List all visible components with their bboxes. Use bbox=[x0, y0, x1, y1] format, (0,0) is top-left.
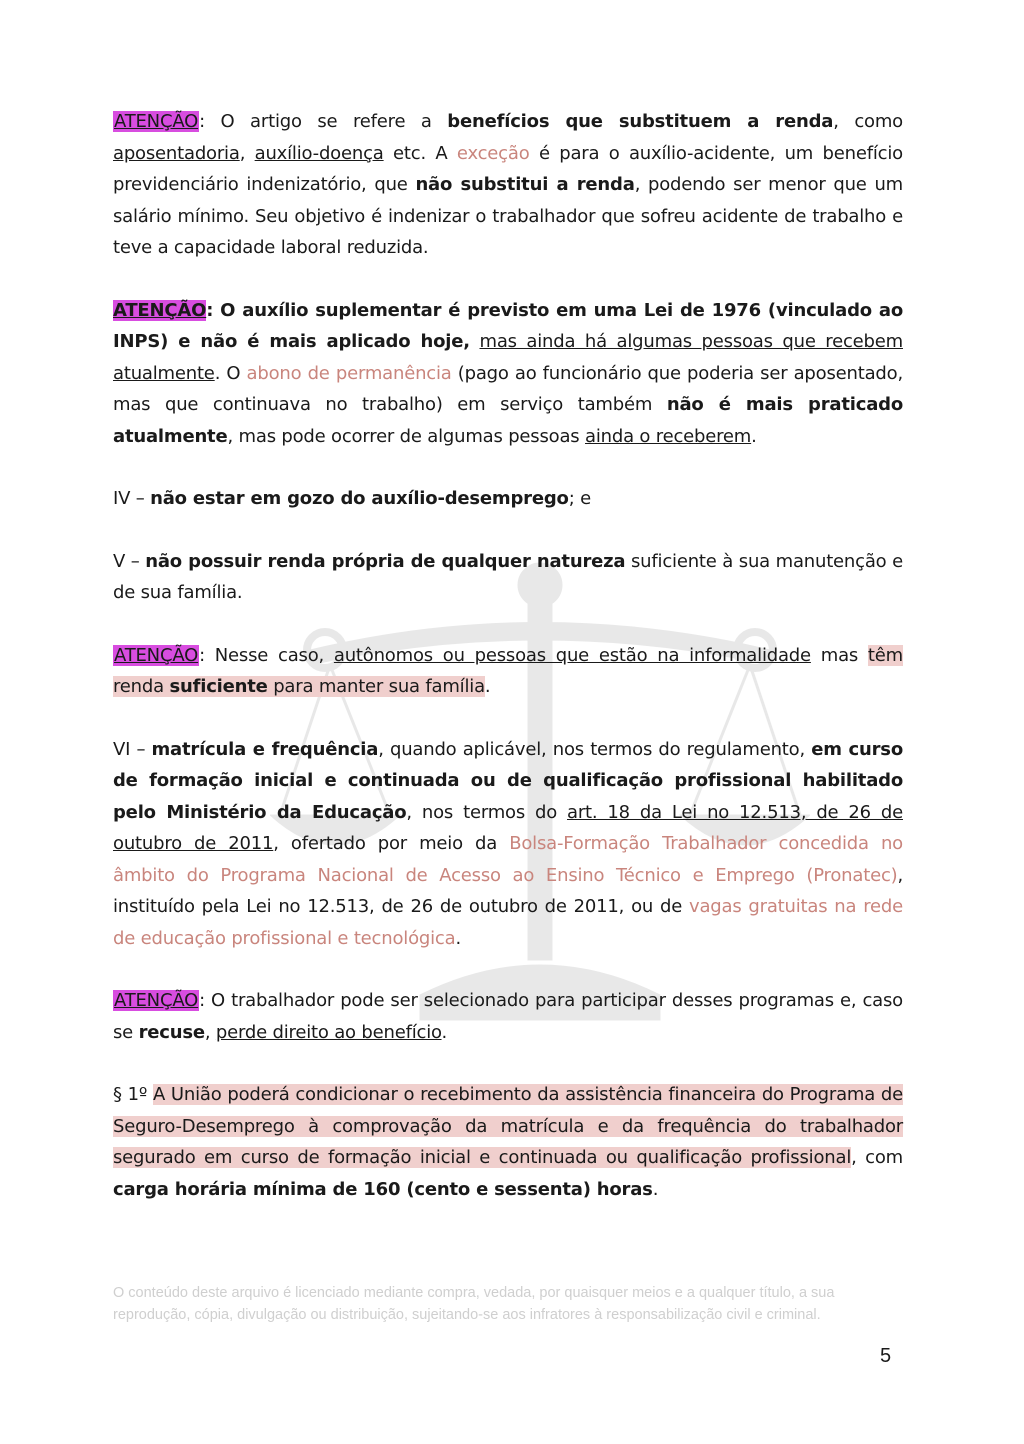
text: é para o auxílio-acidente, um benefício previdenciário indenizatório, que bbox=[113, 142, 903, 195]
text: . bbox=[751, 425, 757, 447]
text: : O artigo se refere a bbox=[199, 111, 448, 132]
text: : O trabalhador pode ser selecionado para participar desses programas e, caso se bbox=[113, 990, 903, 1043]
bold-text: recuse bbox=[138, 1021, 205, 1043]
text: : Nesse caso, bbox=[199, 644, 334, 666]
attention-tag: ATENÇÃO bbox=[114, 111, 199, 132]
text: . bbox=[484, 676, 491, 697]
bold-text: não estar em gozo do auxílio-desemprego bbox=[150, 488, 569, 509]
rose-text: vagas gratuitas na rede de educação profissional e tecnológica bbox=[113, 896, 904, 949]
attention-paragraph-4 bbox=[113, 985, 903, 1048]
text: , com bbox=[851, 1147, 903, 1168]
attention-tag: ATENÇÃO bbox=[113, 299, 207, 321]
underlined-text: auxílio-doença bbox=[254, 142, 384, 164]
bold-text: não é mais praticado atualmente bbox=[113, 394, 903, 447]
text: , podendo ser menor que um salário mínimo. Seu objetivo é indenizar o trabalhador que sofreu acidente de trabalho e teve a capacidade laboral reduzida. bbox=[113, 174, 903, 258]
text: . bbox=[441, 1021, 448, 1043]
rose-text: abono de permanência bbox=[246, 362, 452, 384]
bold-text: em curso de formação inicial e continuada ou de qualificação profissional habilitado pelo Ministério da Educação bbox=[113, 738, 903, 823]
rose-text: exceção bbox=[456, 142, 530, 164]
item-number: VI – bbox=[113, 738, 152, 760]
highlighted-text: para manter sua família bbox=[267, 676, 485, 697]
bold-text: : O auxílio suplementar é previsto em uma Lei de 1976 (vinculado ao INPS) e não é mais aplicado hoje, bbox=[113, 299, 903, 352]
text: etc. A bbox=[383, 142, 457, 164]
underlined-text: ainda o receberem bbox=[585, 425, 752, 447]
text: , bbox=[239, 142, 255, 164]
item-vi bbox=[113, 734, 903, 955]
underlined-text: art. 18 da Lei no 12.513, de 26 de outubro de 2011 bbox=[113, 801, 903, 854]
section-symbol: § 1º bbox=[113, 1084, 153, 1105]
text: . bbox=[455, 927, 461, 949]
bold-text: não possuir renda própria de qualquer natureza bbox=[145, 550, 626, 572]
text: ; e bbox=[568, 488, 591, 509]
document-body bbox=[113, 106, 903, 1236]
bold-text: não substitui a renda bbox=[415, 174, 635, 195]
highlighted-text: A União poderá condicionar o recebimento da assistência financeira do Programa de Seguro-Desemprego à comprovação da matrícula e da frequência do trabalhador segurado em curso de formação inicial e continuada ou qualificação profissional bbox=[113, 1084, 903, 1168]
text: suficiente à sua manutenção e de sua família. bbox=[113, 550, 904, 603]
text: , quando aplicável, nos termos do regulamento, bbox=[378, 738, 812, 760]
item-number: IV – bbox=[113, 488, 151, 509]
text: , mas pode ocorrer de algumas pessoas bbox=[227, 425, 586, 447]
attention-tag: ATENÇÃO bbox=[114, 990, 199, 1011]
page-number: 5 bbox=[880, 1345, 892, 1367]
text: , ofertado por meio da bbox=[273, 833, 510, 854]
highlighted-bold-text: suficiente bbox=[169, 676, 268, 697]
text: (pago ao funcionário que poderia ser aposentado, mas que continuava no trabalho) em serviço também bbox=[113, 362, 903, 415]
item-iv bbox=[113, 483, 903, 515]
bold-text: matrícula e frequência bbox=[151, 738, 379, 760]
rose-text: Bolsa-Formação Trabalhador concedida no âmbito do Programa Nacional de Acesso ao Ensino Técnico e Emprego (Pronatec) bbox=[113, 833, 903, 886]
text: , nos termos do bbox=[406, 801, 568, 823]
underlined-text: aposentadoria bbox=[113, 142, 240, 164]
attention-paragraph-2 bbox=[113, 295, 903, 453]
item-number: V – bbox=[113, 550, 146, 572]
paragraph-1 bbox=[113, 1079, 903, 1205]
text: . O bbox=[214, 362, 247, 384]
bold-text: carga horária mínima de 160 (cento e sessenta) horas bbox=[113, 1178, 653, 1200]
bold-text: benefícios que substituem a renda bbox=[447, 111, 834, 132]
item-v bbox=[113, 546, 903, 609]
underlined-text: mas ainda há algumas pessoas que recebem atualmente bbox=[113, 331, 903, 384]
text: . bbox=[652, 1178, 659, 1200]
text: , instituído pela Lei no 12.513, de 26 de outubro de 2011, ou de bbox=[113, 864, 903, 917]
license-footer: O conteúdo deste arquivo é licenciado mediante compra, vedada, por quaisquer meios e a qualquer título, a sua reprodução, cópia, divulgação ou distribuição, sujeitando-se aos infratores à responsabilização civil e criminal. bbox=[113, 1285, 835, 1323]
underlined-text: perde direito ao benefício bbox=[215, 1021, 442, 1043]
highlighted-text: têm renda bbox=[113, 644, 903, 697]
text: mas bbox=[810, 644, 868, 666]
attention-paragraph-1 bbox=[113, 106, 903, 264]
attention-tag: ATENÇÃO bbox=[114, 644, 199, 666]
text: , como bbox=[833, 111, 903, 132]
underlined-text: autônomos ou pessoas que estão na informalidade bbox=[333, 644, 811, 666]
text: , bbox=[204, 1021, 216, 1043]
text bbox=[470, 331, 480, 352]
attention-paragraph-3 bbox=[113, 640, 903, 703]
